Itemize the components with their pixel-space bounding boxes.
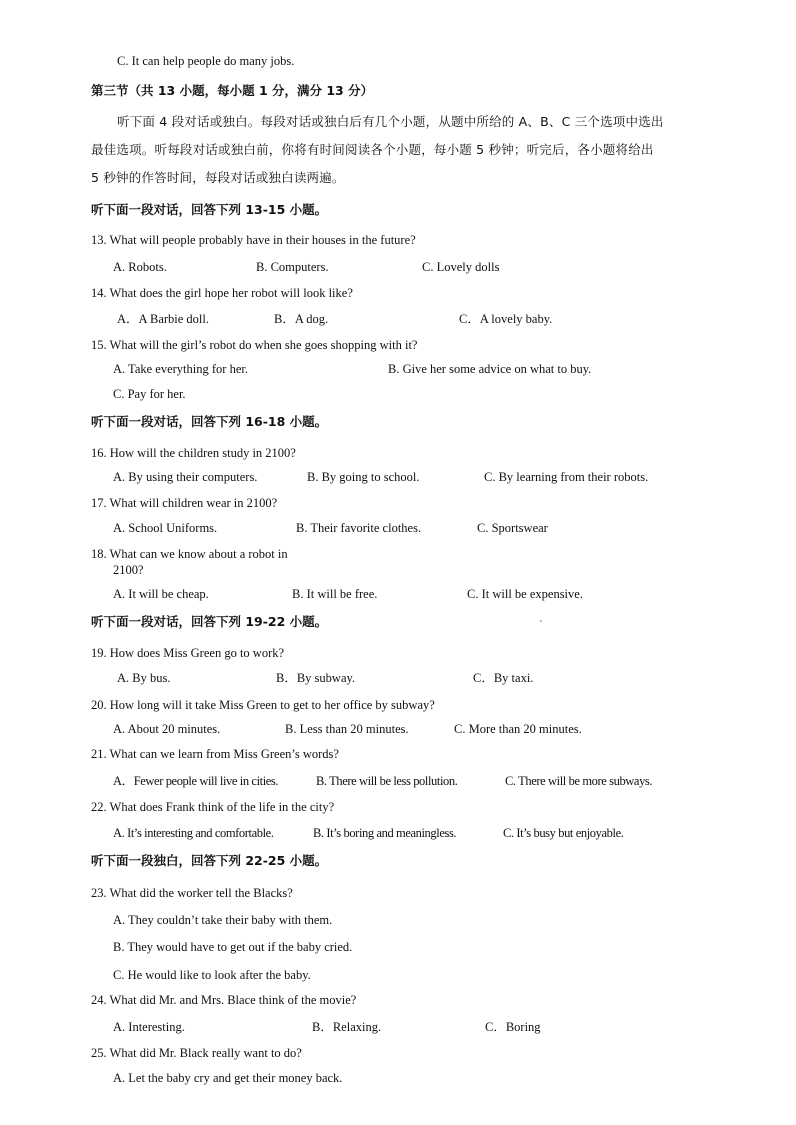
scan-speck: [540, 620, 542, 622]
question-20-option-a: A. About 20 minutes.: [113, 722, 221, 736]
question-17-option-a: A. School Uniforms.: [113, 521, 218, 535]
question-24-option-c: C．Boring: [485, 1020, 541, 1034]
question-23-option-a: A. They couldn’t take their baby with them.: [113, 913, 333, 927]
question-13-option-a: A. Robots.: [113, 260, 167, 274]
question-16-option-a: A. By using their computers.: [113, 470, 258, 484]
question-14-option-a: A．A Barbie doll.: [117, 312, 210, 326]
question-20-option-c: C. More than 20 minutes.: [454, 722, 582, 736]
question-18-stem-line-1: 18. What can we know about a robot in: [91, 547, 288, 561]
question-18-stem-line-2: 2100?: [113, 563, 144, 577]
question-21-option-a: A．Fewer people will live in cities.: [113, 774, 279, 788]
instructions-line-3: 5 秒钟的作答时间，每段对话或独白读两遍。: [91, 170, 345, 185]
group-heading-16-18: 听下面一段对话，回答下列 16-18 小题。: [91, 414, 328, 429]
section-header: 第三节（共 13 小题，每小题 1 分，满分 13 分）: [91, 83, 374, 98]
question-19-option-b: B．By subway.: [276, 671, 356, 685]
group-heading-13-15: 听下面一段对话，回答下列 13-15 小题。: [91, 202, 328, 217]
group-heading-19-22: 听下面一段对话，回答下列 19-22 小题。: [91, 614, 328, 629]
question-16-stem: 16. How will the children study in 2100?: [91, 446, 296, 460]
question-14-option-b: B．A dog.: [274, 312, 329, 326]
question-23-option-b: B. They would have to get out if the baby cried.: [113, 940, 353, 954]
question-20-option-b: B. Less than 20 minutes.: [285, 722, 409, 736]
question-25-option-a: A. Let the baby cry and get their money back.: [113, 1071, 343, 1085]
question-19-option-c: C．By taxi.: [473, 671, 534, 685]
question-24-option-a: A. Interesting.: [113, 1020, 185, 1034]
question-15-option-c: C. Pay for her.: [113, 387, 186, 401]
question-22-option-a: A. It’s interesting and comfortable.: [113, 826, 274, 840]
question-13-stem: 13. What will people probably have in their houses in the future?: [91, 233, 416, 247]
question-22-option-c: C. It’s busy but enjoyable.: [503, 826, 624, 840]
question-17-option-c: C. Sportswear: [477, 521, 548, 535]
question-14-stem: 14. What does the girl hope her robot will look like?: [91, 286, 353, 300]
question-17-option-b: B. Their favorite clothes.: [296, 521, 422, 535]
question-20-stem: 20. How long will it take Miss Green to get to her office by subway?: [91, 698, 435, 712]
instructions-line-2: 最佳选项。听每段对话或独白前，你将有时间阅读各个小题，每小题 5 秒钟；听完后，各小题将给出: [91, 142, 654, 157]
question-22-stem: 22. What does Frank think of the life in the city?: [91, 800, 335, 814]
question-17-stem: 17. What will children wear in 2100?: [91, 496, 278, 510]
question-16-option-c: C. By learning from their robots.: [484, 470, 649, 484]
question-18-option-c: C. It will be expensive.: [467, 587, 583, 601]
question-21-stem: 21. What can we learn from Miss Green’s words?: [91, 747, 339, 761]
question-13-option-c: C. Lovely dolls: [422, 260, 500, 274]
question-21-option-b: B. There will be less pollution.: [316, 774, 458, 788]
question-15-option-b: B. Give her some advice on what to buy.: [388, 362, 592, 376]
group-heading-22-25: 听下面一段独白，回答下列 22-25 小题。: [91, 853, 328, 868]
question-24-option-b: B．Relaxing.: [312, 1020, 382, 1034]
question-16-option-b: B. By going to school.: [307, 470, 420, 484]
question-19-option-a: A. By bus.: [117, 671, 171, 685]
question-24-stem: 24. What did Mr. and Mrs. Blace think of the movie?: [91, 993, 357, 1007]
question-15-stem: 15. What will the girl’s robot do when she goes shopping with it?: [91, 338, 418, 352]
question-14-option-c: C．A lovely baby.: [459, 312, 553, 326]
instructions-line-1: 听下面 4 段对话或独白。每段对话或独白后有几个小题，从题中所给的 A、B、C 三个选项中选出: [117, 114, 664, 129]
question-23-option-c: C. He would like to look after the baby.: [113, 968, 311, 982]
question-21-option-c: C. There will be more subways.: [505, 774, 653, 788]
question-18-option-b: B. It will be free.: [292, 587, 378, 601]
question-19-stem: 19. How does Miss Green go to work?: [91, 646, 285, 660]
question-25-stem: 25. What did Mr. Black really want to do?: [91, 1046, 302, 1060]
question-13-option-b: B. Computers.: [256, 260, 329, 274]
question-18-option-a: A. It will be cheap.: [113, 587, 209, 601]
question-22-option-b: B. It’s boring and meaningless.: [313, 826, 457, 840]
top-option-c: C. It can help people do many jobs.: [117, 54, 295, 68]
question-23-stem: 23. What did the worker tell the Blacks?: [91, 886, 293, 900]
question-15-option-a: A. Take everything for her.: [113, 362, 248, 376]
